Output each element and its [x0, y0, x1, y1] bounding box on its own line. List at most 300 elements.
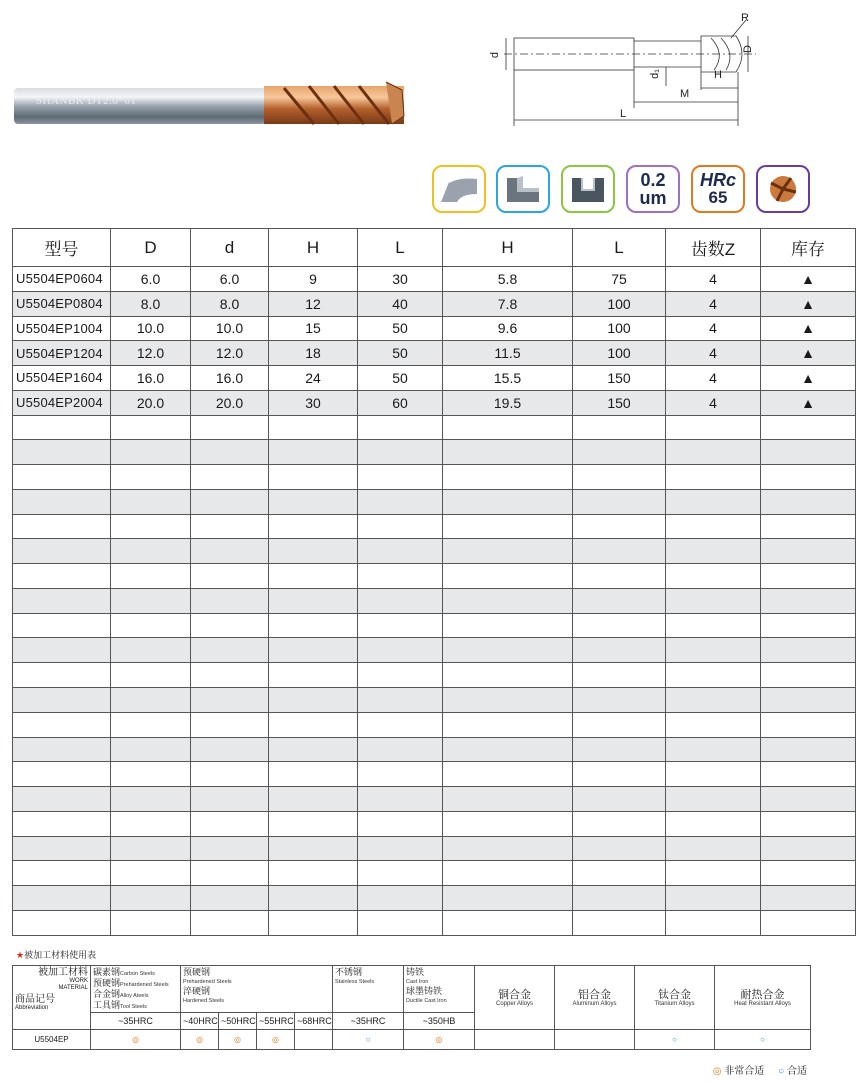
material-table-title [16, 948, 96, 961]
cell-stock [761, 787, 856, 812]
cell-L [358, 861, 443, 886]
cell-model [13, 737, 111, 762]
col-header-stock: 库存 [761, 229, 856, 267]
cell-flutes: 4 [666, 267, 761, 292]
table-row [13, 688, 856, 713]
cell-H [269, 910, 358, 935]
material-title-text: 被加工材料使用表 [24, 950, 97, 960]
cell-stock [761, 465, 856, 490]
material-corner-cell [13, 966, 91, 1030]
group-line-en: Prehardened Steels [183, 979, 232, 985]
group-line [183, 967, 330, 977]
cell-model [13, 811, 111, 836]
cell-stock [761, 415, 856, 440]
cell-H [269, 539, 358, 564]
cell-flutes [666, 489, 761, 514]
cell-D: 8.0 [111, 291, 191, 316]
cell-stock [761, 737, 856, 762]
cell-model [13, 861, 111, 886]
group-line [406, 996, 472, 1005]
cell-D [111, 489, 191, 514]
cell-D [111, 787, 191, 812]
cell-D [111, 638, 191, 663]
cell-flutes [666, 910, 761, 935]
cell-stock: ▲ [761, 316, 856, 341]
suitability-mark: ◎ [404, 1030, 475, 1050]
group-line-en: Hardened Steels [183, 998, 224, 1004]
cell-stock: ▲ [761, 291, 856, 316]
dim-label-d: d [489, 51, 502, 59]
corner-abbr-en: Abbreviation [15, 1005, 49, 1011]
cell-L [358, 415, 443, 440]
corner-material-en: MATERIAL [58, 985, 88, 991]
table-row [13, 564, 856, 589]
cell-d: 20.0 [191, 390, 269, 415]
cell-H2: 19.5 [443, 390, 573, 415]
cell-L [358, 737, 443, 762]
cell-H [269, 489, 358, 514]
group-aluminum-alloys [555, 966, 635, 1030]
accuracy-value: 0.2 [640, 170, 666, 190]
corner-abbr-cn: 商品记号 [15, 994, 55, 1005]
col-header-H2: H [443, 229, 573, 267]
group-line-cn: 碳素钢 [93, 967, 121, 977]
cell-H2 [443, 787, 573, 812]
group-titanium-alloys [635, 966, 715, 1030]
cell-flutes [666, 415, 761, 440]
cell-L2 [573, 861, 666, 886]
cell-model [13, 762, 111, 787]
cell-L2 [573, 415, 666, 440]
cell-H [269, 737, 358, 762]
group-line-cn: 铸铁 [406, 967, 425, 977]
dim-label-D: D [741, 45, 754, 53]
table-row [13, 267, 856, 292]
cell-d [191, 737, 269, 762]
cell-D [111, 588, 191, 613]
copper-cn: 铜合金 [498, 988, 531, 1001]
cell-L [358, 638, 443, 663]
table-row [13, 465, 856, 490]
cell-stock: ▲ [761, 366, 856, 391]
cell-flutes [666, 638, 761, 663]
cell-H2 [443, 465, 573, 490]
cell-d: 12.0 [191, 341, 269, 366]
cell-flutes [666, 737, 761, 762]
cell-d [191, 564, 269, 589]
material-table [12, 965, 811, 1050]
cell-D [111, 564, 191, 589]
cell-D: 6.0 [111, 267, 191, 292]
cell-L [358, 588, 443, 613]
cell-model: U5504EP0804 [13, 291, 111, 316]
dim-label-M: M [680, 88, 690, 100]
cell-H [269, 836, 358, 861]
cell-model [13, 489, 111, 514]
cell-H [269, 712, 358, 737]
very-suitable-label: 非常合适 [724, 1066, 765, 1077]
group-carbon-steels [91, 966, 181, 1013]
cell-L2 [573, 539, 666, 564]
cell-flutes: 4 [666, 341, 761, 366]
cell-d [191, 910, 269, 935]
cell-L [358, 811, 443, 836]
cell-L: 50 [358, 366, 443, 391]
cell-model: U5504EP1604 [13, 366, 111, 391]
cell-H [269, 663, 358, 688]
cell-H [269, 440, 358, 465]
cell-d [191, 836, 269, 861]
cell-flutes [666, 663, 761, 688]
cell-L2 [573, 564, 666, 589]
cell-H2 [443, 489, 573, 514]
group-line-en: Stainless Steels [335, 979, 375, 985]
cell-H2: 5.8 [443, 267, 573, 292]
heat-resistant-en: Heat Resistant Alloys [734, 1000, 791, 1007]
cell-stock [761, 514, 856, 539]
cell-d: 10.0 [191, 316, 269, 341]
cell-H2 [443, 514, 573, 539]
suitability-mark: ◎ [91, 1030, 181, 1050]
cell-L2 [573, 712, 666, 737]
slot-milling-icon [561, 165, 615, 213]
cell-H2 [443, 688, 573, 713]
spec-table [12, 228, 856, 936]
group-line [93, 1000, 178, 1011]
cell-H [269, 588, 358, 613]
cell-L2: 75 [573, 267, 666, 292]
suitability-mark: ○ [635, 1030, 715, 1050]
table-row [13, 861, 856, 886]
cell-d: 16.0 [191, 366, 269, 391]
cell-L [358, 836, 443, 861]
heat-resistant-cn: 耐热合金 [740, 988, 785, 1001]
suitability-mark: ○ [333, 1030, 404, 1050]
cell-flutes [666, 564, 761, 589]
cell-d [191, 465, 269, 490]
cell-H2 [443, 415, 573, 440]
cell-model [13, 663, 111, 688]
cell-model [13, 613, 111, 638]
cell-L [358, 762, 443, 787]
cell-D [111, 712, 191, 737]
cell-flutes [666, 588, 761, 613]
cell-H: 18 [269, 341, 358, 366]
cell-stock: ▲ [761, 390, 856, 415]
cell-H2 [443, 440, 573, 465]
cell-H: 30 [269, 390, 358, 415]
cell-L2 [573, 613, 666, 638]
cell-d [191, 688, 269, 713]
cell-d: 8.0 [191, 291, 269, 316]
cell-flutes [666, 688, 761, 713]
cell-L2 [573, 688, 666, 713]
cell-L [358, 688, 443, 713]
group-heat-resistant-alloys [715, 966, 811, 1030]
cell-d [191, 539, 269, 564]
table-row [13, 390, 856, 415]
cell-D: 20.0 [111, 390, 191, 415]
cell-H2 [443, 564, 573, 589]
cell-stock [761, 886, 856, 911]
col-header-d: d [191, 229, 269, 267]
shoulder-milling-icon [496, 165, 550, 213]
dim-label-R: R [741, 12, 749, 24]
cell-d [191, 712, 269, 737]
hardness-value: 65 [708, 188, 728, 207]
cell-flutes [666, 836, 761, 861]
hardness-cell: ~40HRC [181, 1013, 219, 1030]
cell-D [111, 886, 191, 911]
cell-stock [761, 440, 856, 465]
cell-H2 [443, 613, 573, 638]
profile-milling-icon [432, 165, 486, 213]
group-line-en: Ductile Cast Iron [406, 998, 447, 1004]
cell-L [358, 787, 443, 812]
cell-D [111, 663, 191, 688]
group-line [406, 967, 472, 977]
cell-H [269, 415, 358, 440]
cell-flutes [666, 811, 761, 836]
group-line [93, 978, 178, 989]
cell-L2 [573, 910, 666, 935]
table-row [13, 588, 856, 613]
hardness-cell: ~35HRC [91, 1013, 181, 1030]
cell-L [358, 489, 443, 514]
cell-L2 [573, 787, 666, 812]
cell-flutes: 4 [666, 291, 761, 316]
cell-stock [761, 688, 856, 713]
hardness-cell: ~35HRC [333, 1013, 404, 1030]
cell-model [13, 688, 111, 713]
cell-D [111, 910, 191, 935]
dimension-drawing [486, 8, 776, 128]
cell-stock [761, 613, 856, 638]
cell-L2 [573, 762, 666, 787]
cell-H2: 7.8 [443, 291, 573, 316]
very-suitable-symbol: ◎ [712, 1066, 722, 1077]
cell-H [269, 514, 358, 539]
cell-L: 60 [358, 390, 443, 415]
cell-H: 9 [269, 267, 358, 292]
cell-d [191, 663, 269, 688]
cell-flutes: 4 [666, 316, 761, 341]
aluminum-cn: 铝合金 [578, 988, 611, 1001]
cell-d [191, 762, 269, 787]
table-row [13, 514, 856, 539]
cell-d [191, 886, 269, 911]
corner-work-material-cn: 被加工材料 [38, 967, 88, 978]
group-line [335, 967, 401, 977]
group-stainless-steels [333, 966, 404, 1013]
col-header-model: 型号 [13, 229, 111, 267]
cell-H2 [443, 588, 573, 613]
cell-d [191, 787, 269, 812]
cell-H2: 15.5 [443, 366, 573, 391]
group-copper-alloys [475, 966, 555, 1030]
group-line-cn: 工具钢 [93, 1000, 121, 1010]
cell-flutes [666, 861, 761, 886]
table-row [13, 316, 856, 341]
cell-H [269, 811, 358, 836]
cell-L [358, 514, 443, 539]
cell-L2 [573, 737, 666, 762]
cell-L2 [573, 663, 666, 688]
cell-L: 30 [358, 267, 443, 292]
cell-flutes: 4 [666, 366, 761, 391]
cell-H2 [443, 886, 573, 911]
cell-D [111, 440, 191, 465]
dim-label-L: L [620, 108, 627, 120]
cell-stock [761, 762, 856, 787]
cell-L [358, 539, 443, 564]
titanium-cn: 钛合金 [658, 988, 691, 1001]
cell-model [13, 588, 111, 613]
cell-H2: 11.5 [443, 341, 573, 366]
tool-label: SHANBK DT2.0*61 [36, 95, 137, 107]
group-line-cn: 不锈钢 [335, 967, 363, 977]
cell-D [111, 539, 191, 564]
cell-L [358, 910, 443, 935]
cell-flutes [666, 762, 761, 787]
cell-model [13, 886, 111, 911]
cell-L: 50 [358, 316, 443, 341]
cell-H2 [443, 539, 573, 564]
cell-H [269, 861, 358, 886]
table-row [13, 886, 856, 911]
cell-L [358, 465, 443, 490]
cell-d [191, 861, 269, 886]
cell-model [13, 836, 111, 861]
table-row [13, 440, 856, 465]
table-row [13, 638, 856, 663]
suitability-mark [475, 1030, 555, 1050]
cell-D [111, 762, 191, 787]
hardness-icon [691, 165, 745, 213]
table-row [13, 539, 856, 564]
cell-H2: 9.6 [443, 316, 573, 341]
group-line-en: Cast Iron [406, 979, 429, 985]
group-hardened-steels [181, 966, 333, 1013]
hardness-label: HRc [699, 170, 736, 190]
corner-work-en: WORK [69, 978, 88, 984]
cell-H2 [443, 737, 573, 762]
cell-L2 [573, 489, 666, 514]
cell-L2: 100 [573, 341, 666, 366]
cell-D: 12.0 [111, 341, 191, 366]
cell-model: U5504EP1004 [13, 316, 111, 341]
hardness-cell: ~68HRC [295, 1013, 333, 1030]
table-row [13, 811, 856, 836]
suitability-mark: ○ [715, 1030, 811, 1050]
cell-H [269, 762, 358, 787]
group-line [183, 986, 330, 996]
group-line-en: Tool Steels [120, 1004, 147, 1010]
cell-d [191, 638, 269, 663]
cell-H [269, 564, 358, 589]
col-header-flutes: 齿数Z [666, 229, 761, 267]
cell-flutes [666, 539, 761, 564]
cell-L2 [573, 514, 666, 539]
cell-model: U5504EP0604 [13, 267, 111, 292]
cell-L: 50 [358, 341, 443, 366]
suitability-mark [555, 1030, 635, 1050]
col-header-D: D [111, 229, 191, 267]
group-line [406, 977, 472, 986]
cell-L2 [573, 638, 666, 663]
cell-stock: ▲ [761, 341, 856, 366]
titanium-en: Titanium Alloys [654, 1000, 695, 1007]
suitability-mark: ◎ [219, 1030, 257, 1050]
suitability-mark: ◎ [181, 1030, 219, 1050]
spec-header-row [13, 229, 856, 267]
cell-model: U5504EP2004 [13, 390, 111, 415]
table-row [13, 489, 856, 514]
copper-en: Copper Alloys [495, 1000, 534, 1007]
group-line-cn: 淬硬钢 [183, 986, 211, 996]
cell-D [111, 514, 191, 539]
coating-icon [756, 165, 810, 213]
table-row [13, 415, 856, 440]
suitable-symbol: ○ [778, 1066, 785, 1077]
hardness-cell: ~50HRC [219, 1013, 257, 1030]
cell-d [191, 588, 269, 613]
cell-model [13, 514, 111, 539]
group-line [93, 967, 178, 978]
col-header-H: H [269, 229, 358, 267]
accuracy-icon [626, 165, 680, 213]
cell-d [191, 489, 269, 514]
group-line [335, 977, 401, 986]
cell-H [269, 886, 358, 911]
cell-stock [761, 712, 856, 737]
cell-model [13, 440, 111, 465]
cell-D: 10.0 [111, 316, 191, 341]
cell-H2 [443, 811, 573, 836]
table-row [13, 787, 856, 812]
cell-L2 [573, 886, 666, 911]
cell-model [13, 539, 111, 564]
table-row [13, 712, 856, 737]
cell-flutes [666, 613, 761, 638]
table-row [13, 910, 856, 935]
cell-model [13, 564, 111, 589]
suitability-mark: ◎ [257, 1030, 295, 1050]
aluminum-en: Aluminum Alloys [572, 1000, 617, 1007]
cell-d [191, 613, 269, 638]
cell-H [269, 613, 358, 638]
group-line [93, 989, 178, 1000]
group-line-en: Prehardened Steels [120, 982, 169, 988]
table-row [13, 613, 856, 638]
cell-flutes [666, 886, 761, 911]
group-line-cn: 合金钢 [93, 989, 121, 999]
table-row [13, 836, 856, 861]
group-line-cn: 预硬钢 [183, 967, 211, 977]
cell-H2 [443, 861, 573, 886]
cell-model: U5504EP1204 [13, 341, 111, 366]
cell-L2: 100 [573, 316, 666, 341]
cell-L [358, 613, 443, 638]
cell-d [191, 440, 269, 465]
cell-D [111, 836, 191, 861]
cell-D [111, 737, 191, 762]
cell-model [13, 415, 111, 440]
cell-stock: ▲ [761, 267, 856, 292]
cell-stock [761, 564, 856, 589]
cell-H [269, 787, 358, 812]
group-line [406, 986, 472, 996]
